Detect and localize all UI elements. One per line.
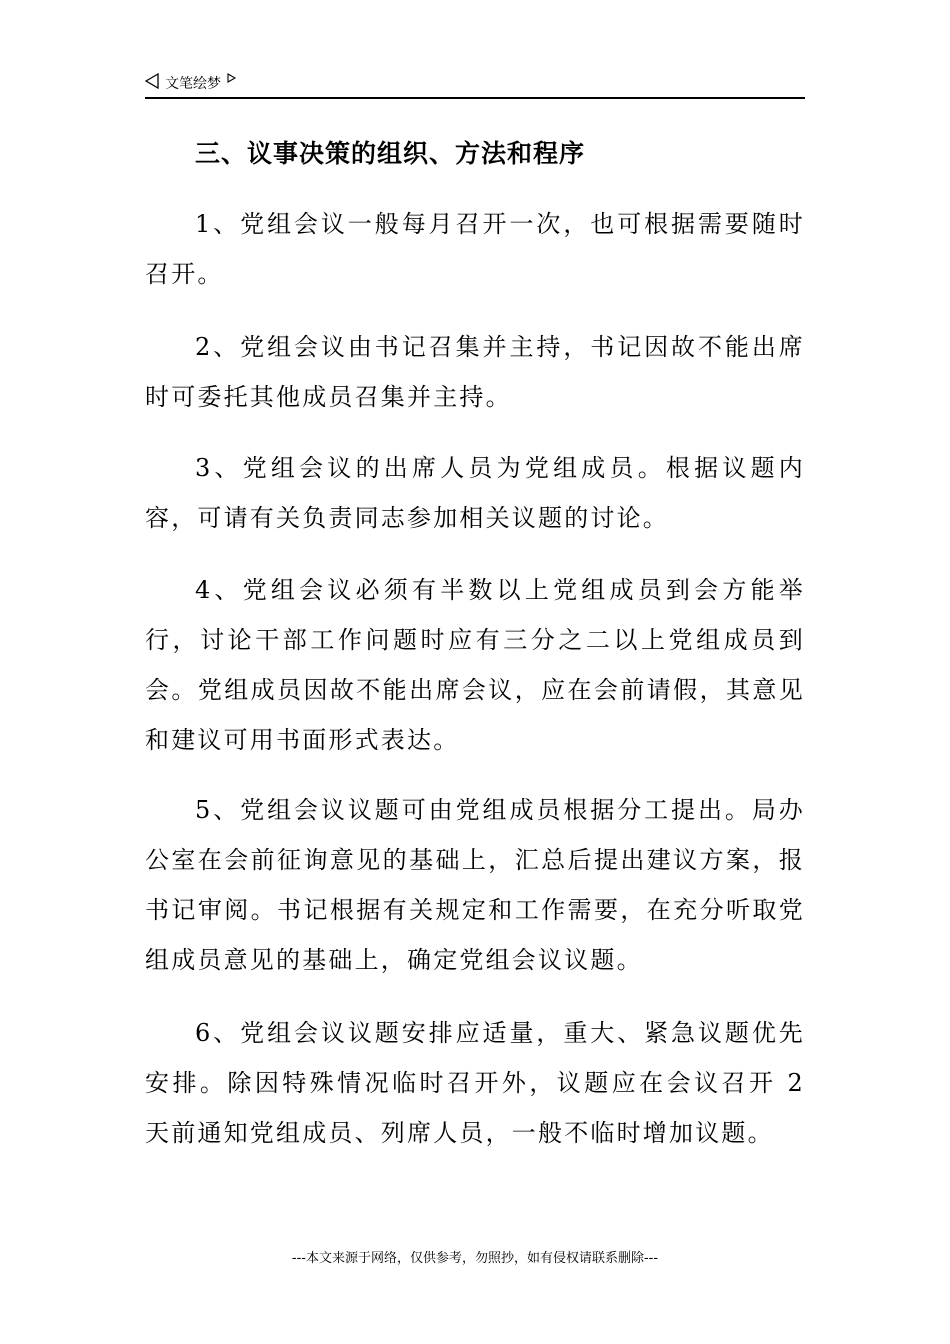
- paragraph-1: 1、党组会议一般每月召开一次，也可根据需要随时召开。: [145, 210, 805, 288]
- paragraph-5: 5、党组会议议题可由党组成员根据分工提出。局办公室在会前征询意见的基础上，汇总后提出建议方案，报书记审阅。书记根据有关规定和工作需要，在充分听取党组成员意见的基础上，确定党组会议议题。: [145, 796, 805, 974]
- header-brand: 文笔绘梦: [165, 76, 221, 92]
- triangle-right-outline-icon: [227, 71, 236, 87]
- paragraph-2: 2、党组会议由书记召集并主持，书记因故不能出席时可委托其他成员召集并主持。: [145, 333, 805, 411]
- paragraph-4: 4、党组会议必须有半数以上党组成员到会方能举行，讨论干部工作问题时应有三分之二以上党组成员到会。党组成员因故不能出席会议，应在会前请假，其意见和建议可用书面形式表达。: [145, 576, 805, 754]
- paragraph-6: 6、党组会议议题安排应适量，重大、紧急议题优先安排。除因特殊情况临时召开外，议题应在会议召开 2 天前通知党组成员、列席人员，一般不临时增加议题。: [145, 1019, 805, 1147]
- header-divider: [145, 97, 805, 99]
- triangle-left-outline-icon: [145, 73, 159, 93]
- section-title: 三、议事决策的组织、方法和程序: [195, 139, 586, 168]
- footer-disclaimer: ---本文来源于网络，仅供参考，勿照抄，如有侵权请联系删除---: [291, 1251, 659, 1266]
- page-header: [145, 72, 236, 94]
- paragraph-3: 3、党组会议的出席人员为党组成员。根据议题内容，可请有关负责同志参加相关议题的讨论。: [145, 454, 805, 532]
